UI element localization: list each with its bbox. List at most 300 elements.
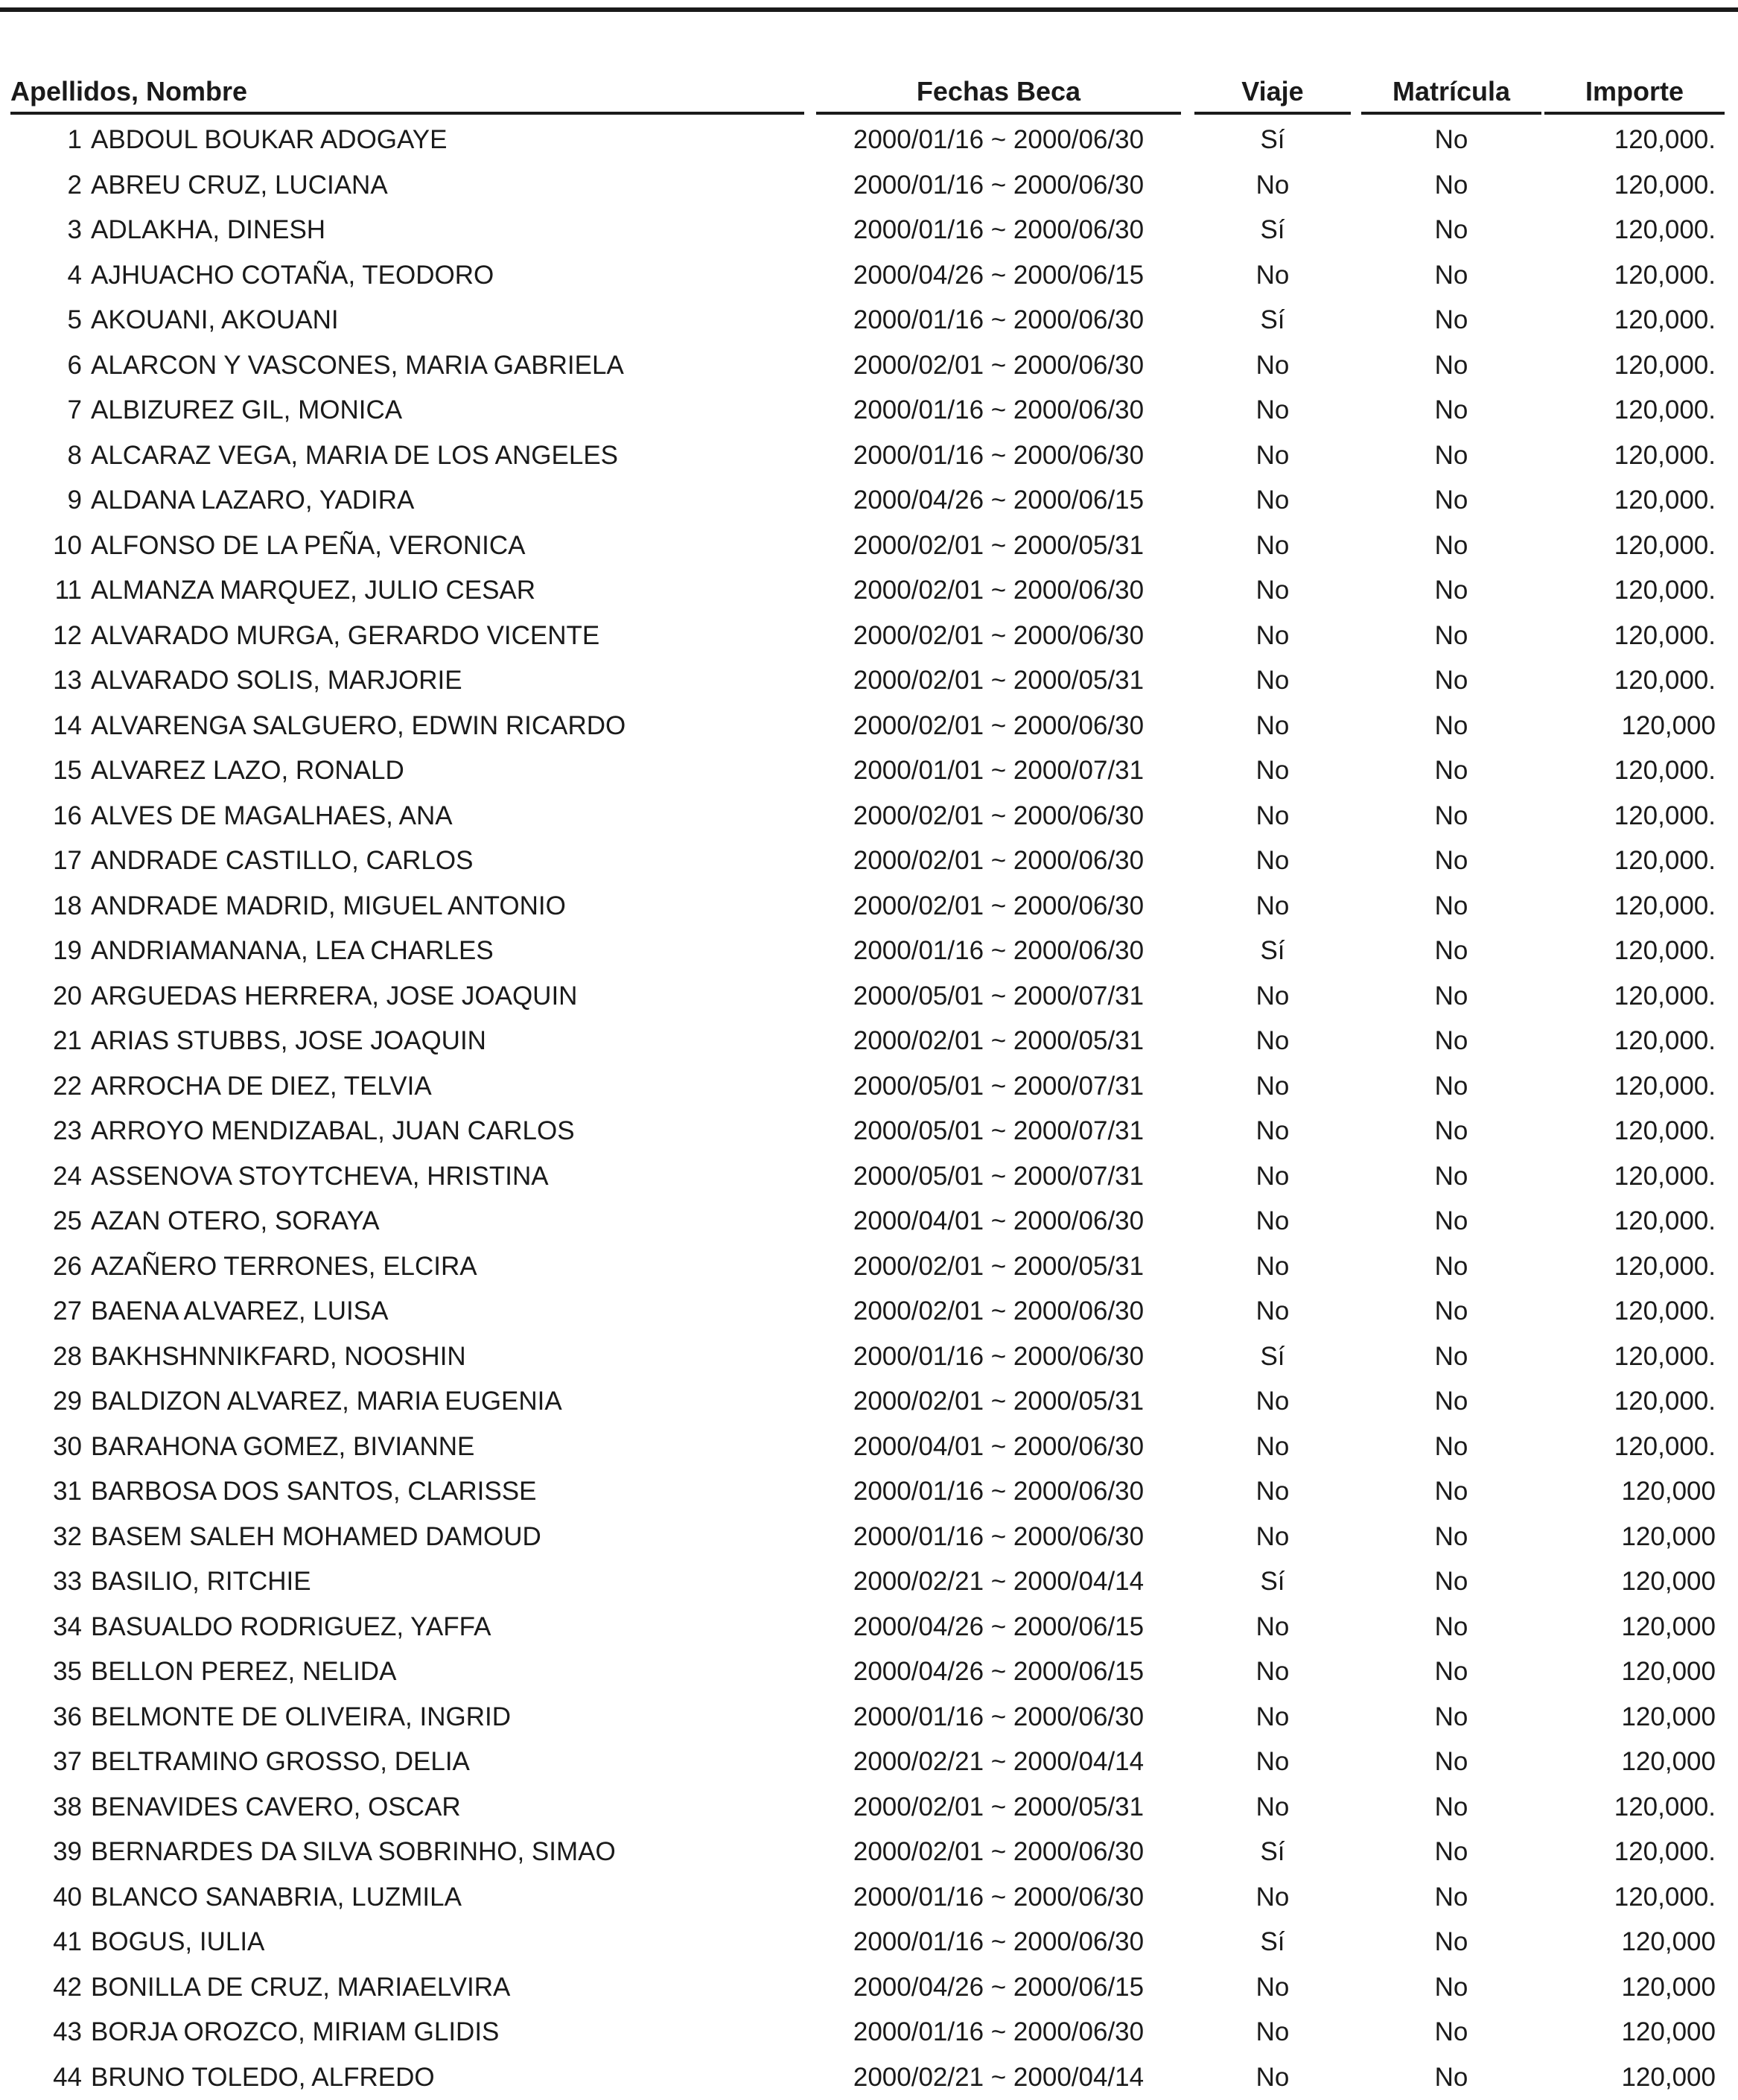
row-amount: 120,000. (1544, 568, 1716, 614)
row-travel: No (1194, 884, 1351, 929)
row-travel: No (1194, 253, 1351, 299)
row-tuition: No (1361, 704, 1541, 749)
table-row (0, 614, 1738, 659)
row-amount: 120,000 (1544, 1920, 1716, 1965)
row-dates: 2000/02/01 ~ 2000/06/30 (816, 884, 1181, 929)
row-number: 8 (30, 433, 82, 479)
row-amount: 120,000. (1544, 1019, 1716, 1064)
row-amount: 120,000. (1544, 748, 1716, 794)
row-dates: 2000/02/01 ~ 2000/05/31 (816, 1019, 1181, 1064)
table-row (0, 1469, 1738, 1515)
row-travel: No (1194, 388, 1351, 433)
row-dates: 2000/02/21 ~ 2000/04/14 (816, 1740, 1181, 1785)
row-name: ALCARAZ VEGA, MARIA DE LOS ANGELES (91, 433, 806, 479)
row-tuition: No (1361, 1965, 1541, 2011)
row-amount: 120,000. (1544, 1154, 1716, 1200)
row-name: BOGUS, IULIA (91, 1920, 806, 1965)
row-number: 34 (30, 1605, 82, 1650)
row-name: ANDRADE MADRID, MIGUEL ANTONIO (91, 884, 806, 929)
table-row (0, 1109, 1738, 1154)
row-amount: 120,000. (1544, 208, 1716, 253)
row-number: 22 (30, 1064, 82, 1110)
row-tuition: No (1361, 1334, 1541, 1380)
row-travel: No (1194, 1199, 1351, 1244)
row-amount: 120,000. (1544, 163, 1716, 209)
row-tuition: No (1361, 1785, 1541, 1830)
header-name: Apellidos, Nombre (10, 76, 804, 115)
row-dates: 2000/02/01 ~ 2000/06/30 (816, 1830, 1181, 1875)
row-amount: 120,000. (1544, 253, 1716, 299)
table-row (0, 253, 1738, 299)
row-amount: 120,000. (1544, 433, 1716, 479)
row-number: 4 (30, 253, 82, 299)
row-dates: 2000/02/01 ~ 2000/06/30 (816, 839, 1181, 884)
row-number: 37 (30, 1740, 82, 1785)
row-dates: 2000/02/01 ~ 2000/05/31 (816, 1244, 1181, 1290)
row-tuition: No (1361, 388, 1541, 433)
table-row (0, 343, 1738, 389)
table-header (0, 69, 1738, 115)
row-tuition: No (1361, 298, 1541, 343)
row-name: BERNARDES DA SILVA SOBRINHO, SIMAO (91, 1830, 806, 1875)
table-row (0, 1334, 1738, 1380)
row-number: 38 (30, 1785, 82, 1830)
row-travel: No (1194, 614, 1351, 659)
row-tuition: No (1361, 1515, 1541, 1560)
row-amount: 120,000. (1544, 118, 1716, 163)
row-travel: No (1194, 433, 1351, 479)
row-amount: 120,000. (1544, 1064, 1716, 1110)
row-travel: No (1194, 658, 1351, 704)
row-number: 1 (30, 118, 82, 163)
row-name: ALVARADO SOLIS, MARJORIE (91, 658, 806, 704)
row-tuition: No (1361, 1559, 1541, 1605)
row-travel: No (1194, 1740, 1351, 1785)
row-dates: 2000/04/26 ~ 2000/06/15 (816, 478, 1181, 524)
table-row (0, 748, 1738, 794)
row-number: 31 (30, 1469, 82, 1515)
row-name: ALDANA LAZARO, YADIRA (91, 478, 806, 524)
row-tuition: No (1361, 478, 1541, 524)
row-number: 11 (30, 568, 82, 614)
row-name: BELLON PEREZ, NELIDA (91, 1649, 806, 1695)
row-name: BARAHONA GOMEZ, BIVIANNE (91, 1425, 806, 1470)
row-dates: 2000/02/01 ~ 2000/05/31 (816, 658, 1181, 704)
table-row (0, 1920, 1738, 1965)
row-tuition: No (1361, 253, 1541, 299)
row-dates: 2000/04/01 ~ 2000/06/30 (816, 1199, 1181, 1244)
table-row (0, 2010, 1738, 2055)
row-dates: 2000/02/01 ~ 2000/05/31 (816, 1785, 1181, 1830)
row-travel: No (1194, 1425, 1351, 1470)
row-tuition: No (1361, 1064, 1541, 1110)
row-travel: Sí (1194, 118, 1351, 163)
row-amount: 120,000. (1544, 1289, 1716, 1334)
row-number: 35 (30, 1649, 82, 1695)
row-travel: No (1194, 1515, 1351, 1560)
row-name: BENAVIDES CAVERO, OSCAR (91, 1785, 806, 1830)
row-dates: 2000/02/01 ~ 2000/06/30 (816, 794, 1181, 839)
row-dates: 2000/01/16 ~ 2000/06/30 (816, 1334, 1181, 1380)
table-row (0, 974, 1738, 1019)
row-tuition: No (1361, 794, 1541, 839)
row-number: 42 (30, 1965, 82, 2011)
row-travel: No (1194, 1649, 1351, 1695)
row-number: 3 (30, 208, 82, 253)
row-name: BELTRAMINO GROSSO, DELIA (91, 1740, 806, 1785)
row-dates: 2000/02/01 ~ 2000/05/31 (816, 524, 1181, 569)
row-dates: 2000/01/16 ~ 2000/06/30 (816, 388, 1181, 433)
row-tuition: No (1361, 524, 1541, 569)
table-row (0, 1695, 1738, 1740)
table-row (0, 1875, 1738, 1921)
row-name: ARGUEDAS HERRERA, JOSE JOAQUIN (91, 974, 806, 1019)
row-travel: Sí (1194, 1830, 1351, 1875)
row-tuition: No (1361, 163, 1541, 209)
row-number: 43 (30, 2010, 82, 2055)
row-dates: 2000/04/01 ~ 2000/06/30 (816, 1425, 1181, 1470)
row-dates: 2000/05/01 ~ 2000/07/31 (816, 1154, 1181, 1200)
row-dates: 2000/01/16 ~ 2000/06/30 (816, 1695, 1181, 1740)
table-row (0, 1064, 1738, 1110)
table-row (0, 658, 1738, 704)
row-amount: 120,000. (1544, 1875, 1716, 1921)
row-dates: 2000/04/26 ~ 2000/06/15 (816, 253, 1181, 299)
row-dates: 2000/01/16 ~ 2000/06/30 (816, 298, 1181, 343)
row-name: BALDIZON ALVAREZ, MARIA EUGENIA (91, 1379, 806, 1425)
row-amount: 120,000. (1544, 1199, 1716, 1244)
table-row (0, 2055, 1738, 2100)
row-number: 9 (30, 478, 82, 524)
row-travel: No (1194, 839, 1351, 884)
row-amount: 120,000. (1544, 929, 1716, 974)
row-number: 21 (30, 1019, 82, 1064)
row-amount: 120,000. (1544, 839, 1716, 884)
row-number: 13 (30, 658, 82, 704)
row-number: 33 (30, 1559, 82, 1605)
row-name: ALBIZUREZ GIL, MONICA (91, 388, 806, 433)
row-tuition: No (1361, 1154, 1541, 1200)
table-row (0, 118, 1738, 163)
row-number: 7 (30, 388, 82, 433)
row-tuition: No (1361, 1199, 1541, 1244)
row-amount: 120,000 (1544, 1559, 1716, 1605)
row-travel: No (1194, 1469, 1351, 1515)
row-travel: No (1194, 1244, 1351, 1290)
top-rule (0, 7, 1738, 12)
row-number: 5 (30, 298, 82, 343)
table-row (0, 524, 1738, 569)
row-dates: 2000/01/16 ~ 2000/06/30 (816, 2010, 1181, 2055)
row-dates: 2000/02/01 ~ 2000/06/30 (816, 614, 1181, 659)
table-row (0, 1019, 1738, 1064)
row-tuition: No (1361, 1425, 1541, 1470)
row-dates: 2000/05/01 ~ 2000/07/31 (816, 1064, 1181, 1110)
row-number: 30 (30, 1425, 82, 1470)
table-row (0, 1154, 1738, 1200)
row-name: ABDOUL BOUKAR ADOGAYE (91, 118, 806, 163)
row-name: BARBOSA DOS SANTOS, CLARISSE (91, 1469, 806, 1515)
row-number: 14 (30, 704, 82, 749)
table-row (0, 433, 1738, 479)
table-row (0, 1740, 1738, 1785)
row-number: 20 (30, 974, 82, 1019)
row-number: 44 (30, 2055, 82, 2100)
row-tuition: No (1361, 2055, 1541, 2100)
row-name: ANDRIAMANANA, LEA CHARLES (91, 929, 806, 974)
row-name: BAKHSHNNIKFARD, NOOSHIN (91, 1334, 806, 1380)
row-travel: No (1194, 1064, 1351, 1110)
row-name: BRUNO TOLEDO, ALFREDO (91, 2055, 806, 2100)
row-name: AZAÑERO TERRONES, ELCIRA (91, 1244, 806, 1290)
table-body (0, 118, 1738, 2100)
row-amount: 120,000 (1544, 1515, 1716, 1560)
row-travel: No (1194, 1695, 1351, 1740)
table-row (0, 884, 1738, 929)
row-tuition: No (1361, 1109, 1541, 1154)
row-amount: 120,000 (1544, 1605, 1716, 1650)
row-dates: 2000/01/16 ~ 2000/06/30 (816, 1875, 1181, 1921)
row-name: ANDRADE CASTILLO, CARLOS (91, 839, 806, 884)
row-number: 16 (30, 794, 82, 839)
row-amount: 120,000. (1544, 1785, 1716, 1830)
row-name: BELMONTE DE OLIVEIRA, INGRID (91, 1695, 806, 1740)
row-tuition: No (1361, 433, 1541, 479)
table-row (0, 1379, 1738, 1425)
row-name: AJHUACHO COTAÑA, TEODORO (91, 253, 806, 299)
row-name: ARROYO MENDIZABAL, JUAN CARLOS (91, 1109, 806, 1154)
row-name: BAENA ALVAREZ, LUISA (91, 1289, 806, 1334)
row-tuition: No (1361, 343, 1541, 389)
table-row (0, 1425, 1738, 1470)
row-travel: No (1194, 163, 1351, 209)
row-number: 17 (30, 839, 82, 884)
row-tuition: No (1361, 1920, 1541, 1965)
row-amount: 120,000. (1544, 1379, 1716, 1425)
row-number: 28 (30, 1334, 82, 1380)
row-tuition: No (1361, 1695, 1541, 1740)
row-number: 40 (30, 1875, 82, 1921)
row-travel: Sí (1194, 1334, 1351, 1380)
row-travel: No (1194, 478, 1351, 524)
row-tuition: No (1361, 1244, 1541, 1290)
table-row (0, 1785, 1738, 1830)
header-amount: Importe (1544, 76, 1725, 115)
row-name: ALVES DE MAGALHAES, ANA (91, 794, 806, 839)
row-number: 36 (30, 1695, 82, 1740)
row-amount: 120,000. (1544, 298, 1716, 343)
row-amount: 120,000. (1544, 1244, 1716, 1290)
row-amount: 120,000. (1544, 524, 1716, 569)
row-travel: No (1194, 1965, 1351, 2011)
row-name: BASEM SALEH MOHAMED DAMOUD (91, 1515, 806, 1560)
row-travel: No (1194, 1785, 1351, 1830)
row-name: ALVARENGA SALGUERO, EDWIN RICARDO (91, 704, 806, 749)
table-row (0, 298, 1738, 343)
row-number: 29 (30, 1379, 82, 1425)
row-amount: 120,000. (1544, 794, 1716, 839)
row-amount: 120,000 (1544, 1469, 1716, 1515)
row-amount: 120,000 (1544, 1965, 1716, 2011)
table-row (0, 794, 1738, 839)
row-name: ARIAS STUBBS, JOSE JOAQUIN (91, 1019, 806, 1064)
table-row (0, 1649, 1738, 1695)
row-name: ADLAKHA, DINESH (91, 208, 806, 253)
header-tuition: Matrícula (1361, 76, 1541, 115)
row-tuition: No (1361, 1469, 1541, 1515)
row-number: 19 (30, 929, 82, 974)
row-number: 6 (30, 343, 82, 389)
row-name: ASSENOVA STOYTCHEVA, HRISTINA (91, 1154, 806, 1200)
row-dates: 2000/01/16 ~ 2000/06/30 (816, 208, 1181, 253)
row-number: 39 (30, 1830, 82, 1875)
table-row (0, 1289, 1738, 1334)
table-row (0, 388, 1738, 433)
row-travel: No (1194, 1109, 1351, 1154)
table-row (0, 1244, 1738, 1290)
row-tuition: No (1361, 1019, 1541, 1064)
row-travel: Sí (1194, 298, 1351, 343)
table-row (0, 478, 1738, 524)
row-name: BLANCO SANABRIA, LUZMILA (91, 1875, 806, 1921)
row-amount: 120,000. (1544, 388, 1716, 433)
row-dates: 2000/02/01 ~ 2000/05/31 (816, 1379, 1181, 1425)
row-tuition: No (1361, 1830, 1541, 1875)
row-name: ALMANZA MARQUEZ, JULIO CESAR (91, 568, 806, 614)
row-name: BONILLA DE CRUZ, MARIAELVIRA (91, 1965, 806, 2011)
row-dates: 2000/02/21 ~ 2000/04/14 (816, 2055, 1181, 2100)
row-number: 18 (30, 884, 82, 929)
table-row (0, 839, 1738, 884)
row-travel: No (1194, 1154, 1351, 1200)
row-amount: 120,000. (1544, 974, 1716, 1019)
row-name: ABREU CRUZ, LUCIANA (91, 163, 806, 209)
table-row (0, 208, 1738, 253)
row-dates: 2000/01/16 ~ 2000/06/30 (816, 1469, 1181, 1515)
row-travel: No (1194, 2010, 1351, 2055)
row-travel: No (1194, 748, 1351, 794)
row-travel: Sí (1194, 1920, 1351, 1965)
row-name: ALVARADO MURGA, GERARDO VICENTE (91, 614, 806, 659)
row-tuition: No (1361, 2010, 1541, 2055)
row-travel: No (1194, 1379, 1351, 1425)
row-travel: No (1194, 1875, 1351, 1921)
row-name: AKOUANI, AKOUANI (91, 298, 806, 343)
row-amount: 120,000. (1544, 478, 1716, 524)
row-number: 23 (30, 1109, 82, 1154)
table-row (0, 568, 1738, 614)
row-amount: 120,000. (1544, 614, 1716, 659)
row-travel: No (1194, 1019, 1351, 1064)
row-number: 15 (30, 748, 82, 794)
row-dates: 2000/04/26 ~ 2000/06/15 (816, 1965, 1181, 2011)
row-travel: No (1194, 343, 1351, 389)
row-number: 26 (30, 1244, 82, 1290)
row-amount: 120,000. (1544, 343, 1716, 389)
row-dates: 2000/05/01 ~ 2000/07/31 (816, 974, 1181, 1019)
row-number: 24 (30, 1154, 82, 1200)
row-dates: 2000/01/01 ~ 2000/07/31 (816, 748, 1181, 794)
row-name: BASUALDO RODRIGUEZ, YAFFA (91, 1605, 806, 1650)
header-dates: Fechas Beca (816, 76, 1181, 115)
row-amount: 120,000. (1544, 1334, 1716, 1380)
row-tuition: No (1361, 118, 1541, 163)
row-name: ALARCON Y VASCONES, MARIA GABRIELA (91, 343, 806, 389)
row-tuition: No (1361, 614, 1541, 659)
row-travel: No (1194, 1289, 1351, 1334)
row-amount: 120,000. (1544, 884, 1716, 929)
table-row (0, 1605, 1738, 1650)
row-dates: 2000/01/16 ~ 2000/06/30 (816, 118, 1181, 163)
row-number: 27 (30, 1289, 82, 1334)
row-dates: 2000/02/01 ~ 2000/06/30 (816, 704, 1181, 749)
row-tuition: No (1361, 884, 1541, 929)
row-amount: 120,000. (1544, 658, 1716, 704)
table-row (0, 1830, 1738, 1875)
row-number: 12 (30, 614, 82, 659)
row-tuition: No (1361, 1740, 1541, 1785)
row-tuition: No (1361, 208, 1541, 253)
row-name: ALFONSO DE LA PEÑA, VERONICA (91, 524, 806, 569)
row-tuition: No (1361, 929, 1541, 974)
row-dates: 2000/02/01 ~ 2000/06/30 (816, 568, 1181, 614)
row-travel: No (1194, 974, 1351, 1019)
row-amount: 120,000. (1544, 1425, 1716, 1470)
row-dates: 2000/01/16 ~ 2000/06/30 (816, 1920, 1181, 1965)
row-amount: 120,000 (1544, 2010, 1716, 2055)
table-row (0, 704, 1738, 749)
row-number: 25 (30, 1199, 82, 1244)
row-tuition: No (1361, 658, 1541, 704)
row-name: BORJA OROZCO, MIRIAM GLIDIS (91, 2010, 806, 2055)
row-amount: 120,000 (1544, 704, 1716, 749)
row-name: BASILIO, RITCHIE (91, 1559, 806, 1605)
row-amount: 120,000. (1544, 1109, 1716, 1154)
row-amount: 120,000. (1544, 1830, 1716, 1875)
table-row (0, 1199, 1738, 1244)
row-name: ALVAREZ LAZO, RONALD (91, 748, 806, 794)
table-row (0, 163, 1738, 209)
row-dates: 2000/01/16 ~ 2000/06/30 (816, 1515, 1181, 1560)
row-travel: Sí (1194, 208, 1351, 253)
row-tuition: No (1361, 568, 1541, 614)
row-tuition: No (1361, 1605, 1541, 1650)
row-travel: No (1194, 1605, 1351, 1650)
row-dates: 2000/05/01 ~ 2000/07/31 (816, 1109, 1181, 1154)
row-amount: 120,000 (1544, 1740, 1716, 1785)
row-name: ARROCHA DE DIEZ, TELVIA (91, 1064, 806, 1110)
row-dates: 2000/01/16 ~ 2000/06/30 (816, 433, 1181, 479)
row-travel: No (1194, 524, 1351, 569)
row-dates: 2000/02/01 ~ 2000/06/30 (816, 1289, 1181, 1334)
row-travel: No (1194, 568, 1351, 614)
row-travel: No (1194, 794, 1351, 839)
row-amount: 120,000 (1544, 1649, 1716, 1695)
row-number: 2 (30, 163, 82, 209)
row-number: 32 (30, 1515, 82, 1560)
table-row (0, 929, 1738, 974)
row-tuition: No (1361, 1379, 1541, 1425)
row-tuition: No (1361, 839, 1541, 884)
row-travel: No (1194, 2055, 1351, 2100)
row-dates: 2000/02/21 ~ 2000/04/14 (816, 1559, 1181, 1605)
table-row (0, 1515, 1738, 1560)
row-tuition: No (1361, 974, 1541, 1019)
row-dates: 2000/04/26 ~ 2000/06/15 (816, 1605, 1181, 1650)
row-amount: 120,000 (1544, 2055, 1716, 2100)
row-travel: Sí (1194, 1559, 1351, 1605)
row-dates: 2000/02/01 ~ 2000/06/30 (816, 343, 1181, 389)
